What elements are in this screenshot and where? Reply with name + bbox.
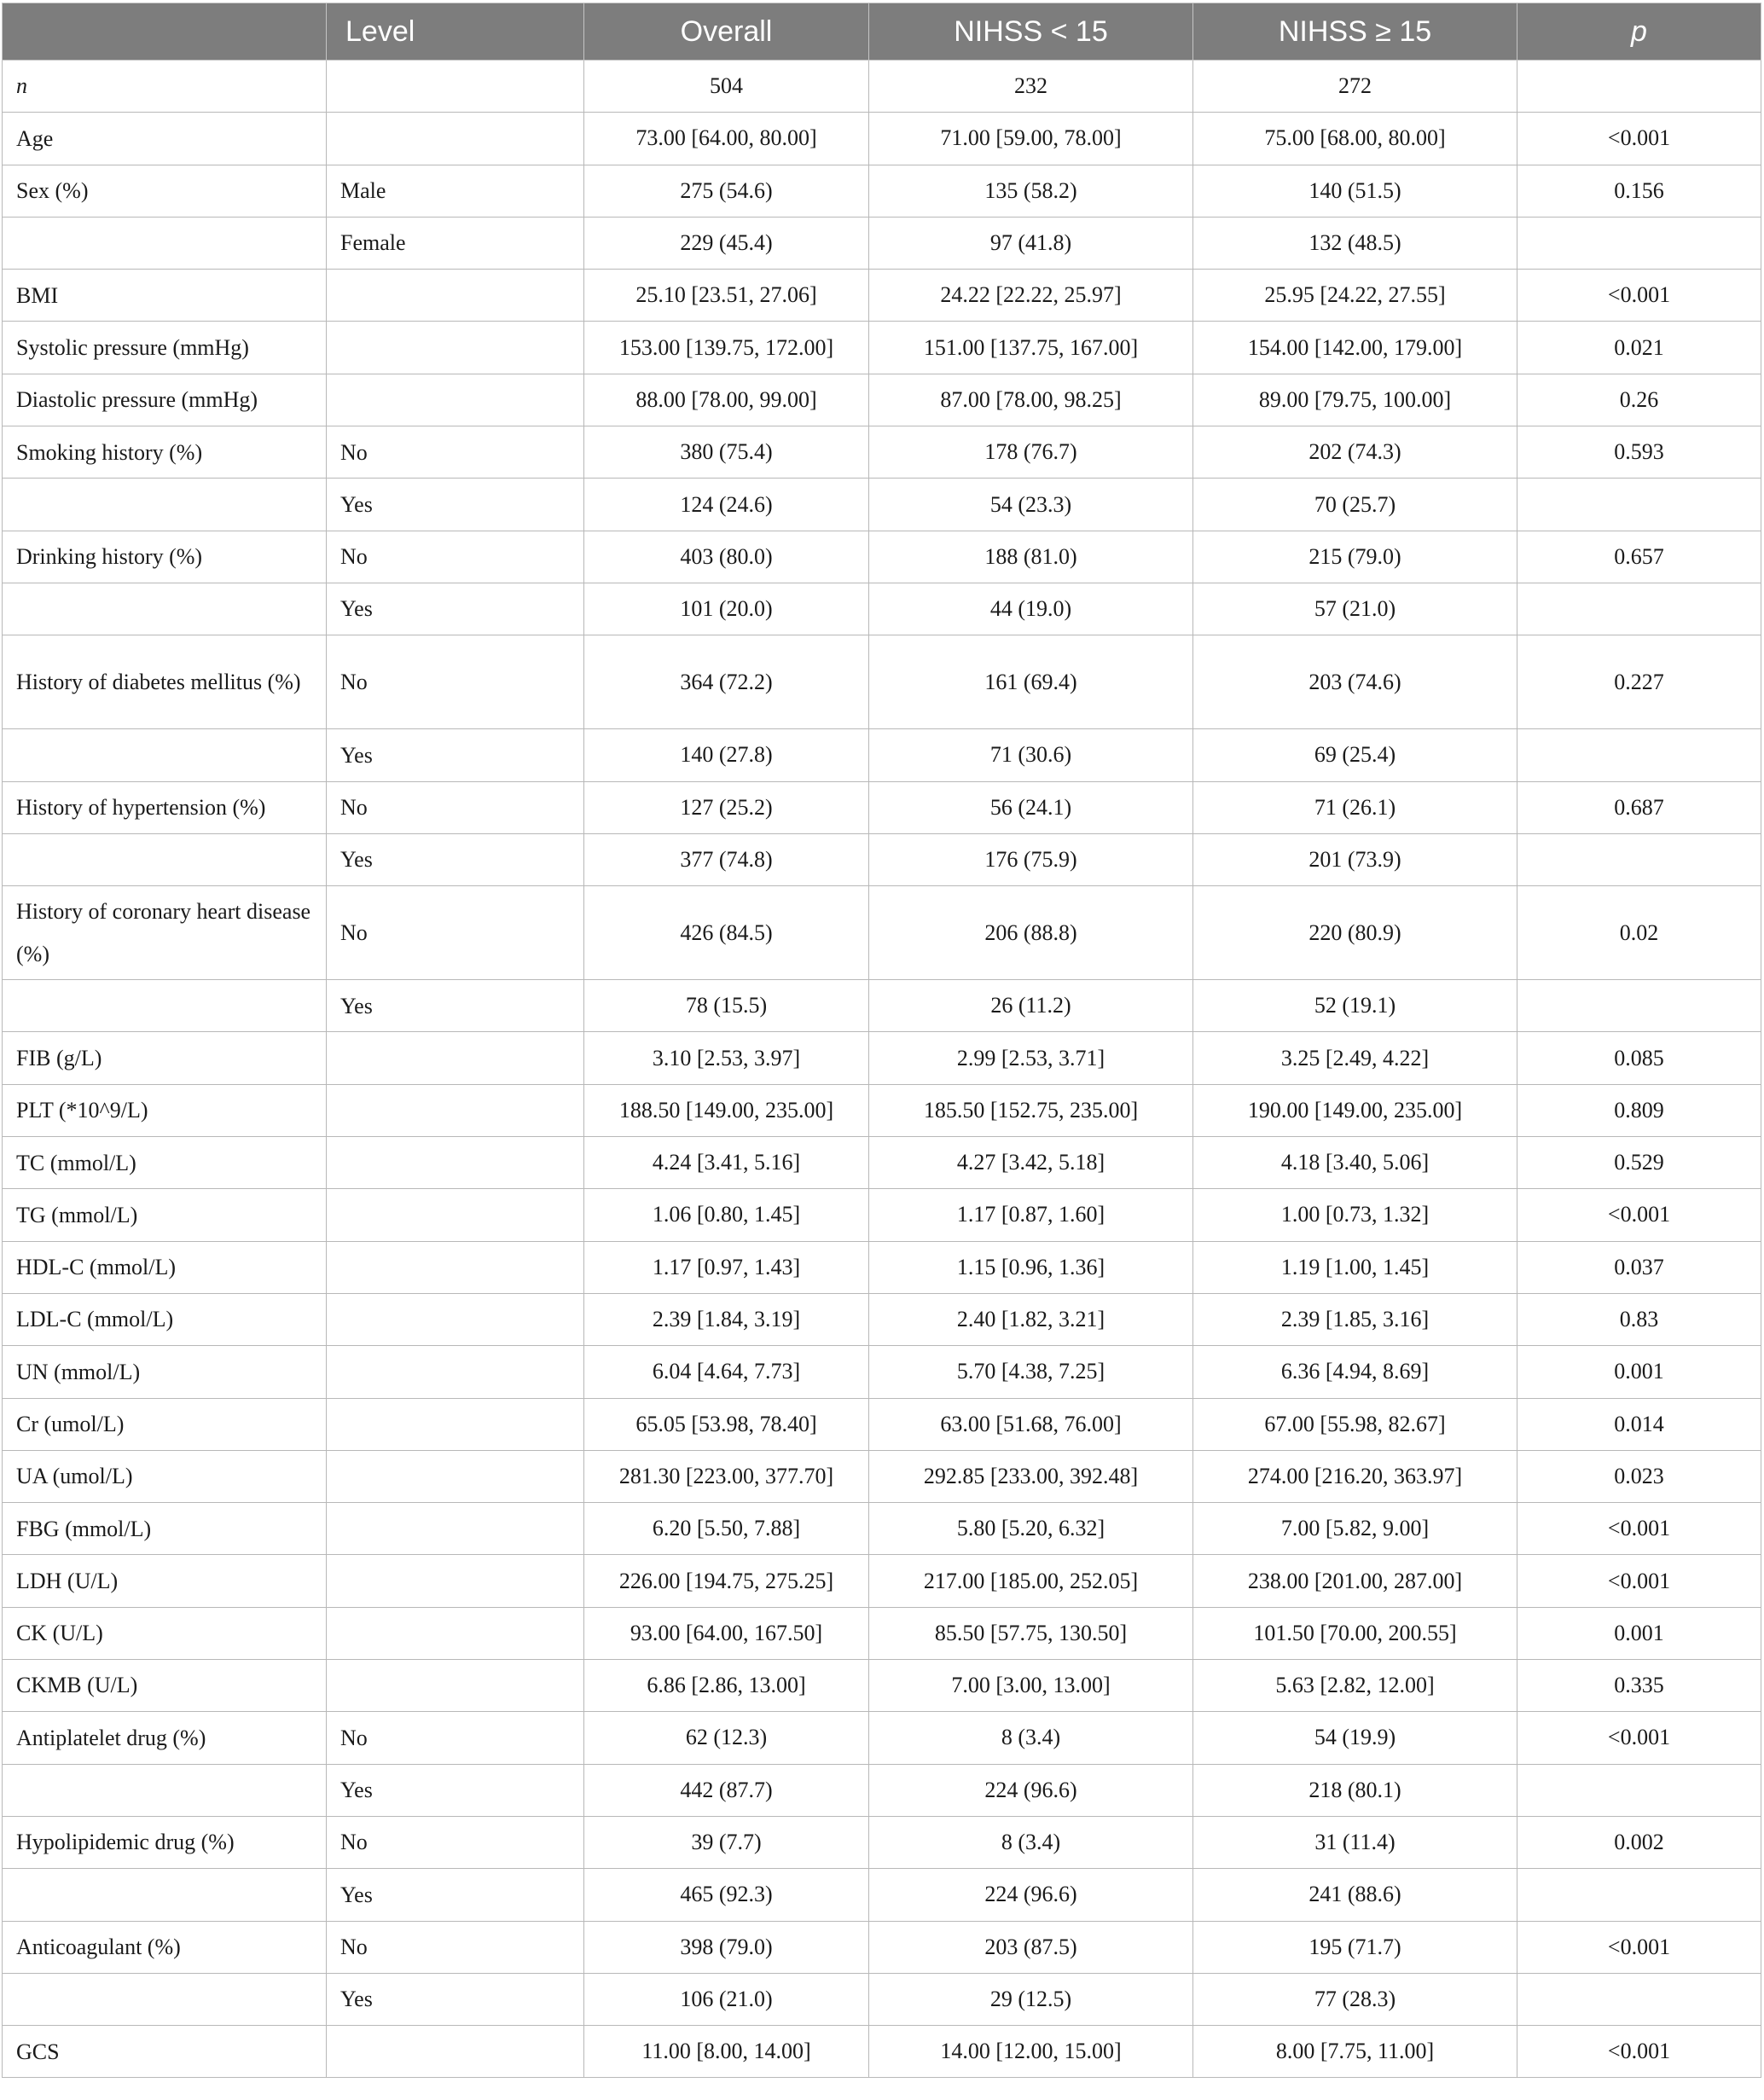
- cell-variable: PLT (*10^9/L): [3, 1084, 327, 1136]
- header-overall: Overall: [584, 3, 869, 61]
- cell-overall: 465 (92.3): [584, 1869, 869, 1921]
- cell-overall: 6.20 [5.50, 7.88]: [584, 1503, 869, 1555]
- table-row: [3, 886, 1761, 980]
- cell-nihss-ge-15: 69 (25.4): [1193, 729, 1517, 781]
- cell-overall: 11.00 [8.00, 14.00]: [584, 2026, 869, 2078]
- cell-variable: [3, 833, 327, 885]
- cell-overall: 106 (21.0): [584, 1973, 869, 2025]
- cell-level: No: [327, 426, 584, 479]
- table-row: [3, 1764, 1761, 1816]
- cell-nihss-ge-15: 201 (73.9): [1193, 833, 1517, 885]
- cell-level: [327, 1607, 584, 1659]
- cell-overall: 25.10 [23.51, 27.06]: [584, 270, 869, 322]
- cell-p-value: <0.001: [1517, 2026, 1761, 2078]
- header-nihss-lt-15: NIHSS < 15: [869, 3, 1193, 61]
- cell-variable: TG (mmol/L): [3, 1189, 327, 1241]
- cell-nihss-lt-15: 1.17 [0.87, 1.60]: [869, 1189, 1193, 1241]
- cell-p-value: [1517, 1869, 1761, 1921]
- cell-overall: 6.04 [4.64, 7.73]: [584, 1346, 869, 1398]
- cell-nihss-lt-15: 71 (30.6): [869, 729, 1193, 781]
- cell-level: [327, 2026, 584, 2078]
- cell-variable: UA (umol/L): [3, 1450, 327, 1502]
- cell-nihss-lt-15: 206 (88.8): [869, 886, 1193, 980]
- cell-nihss-lt-15: 85.50 [57.75, 130.50]: [869, 1607, 1193, 1659]
- cell-variable: [3, 1869, 327, 1921]
- cell-nihss-ge-15: 89.00 [79.75, 100.00]: [1193, 374, 1517, 426]
- cell-p-value: <0.001: [1517, 1503, 1761, 1555]
- cell-p-value: 0.657: [1517, 531, 1761, 583]
- cell-p-value: [1517, 217, 1761, 269]
- cell-nihss-lt-15: 176 (75.9): [869, 833, 1193, 885]
- table-row: [3, 322, 1761, 374]
- cell-p-value: 0.085: [1517, 1032, 1761, 1084]
- cell-level: [327, 1660, 584, 1712]
- cell-nihss-lt-15: 24.22 [22.22, 25.97]: [869, 270, 1193, 322]
- cell-level: [327, 113, 584, 165]
- table-row: [3, 1293, 1761, 1345]
- cell-level: No: [327, 781, 584, 833]
- cell-level: [327, 1555, 584, 1607]
- cell-nihss-lt-15: 185.50 [152.75, 235.00]: [869, 1084, 1193, 1136]
- cell-level: [327, 374, 584, 426]
- cell-level: Male: [327, 165, 584, 217]
- cell-level: Yes: [327, 833, 584, 885]
- cell-variable: Cr (umol/L): [3, 1398, 327, 1450]
- cell-nihss-lt-15: 7.00 [3.00, 13.00]: [869, 1660, 1193, 1712]
- table-row: [3, 270, 1761, 322]
- cell-nihss-ge-15: 203 (74.6): [1193, 635, 1517, 729]
- cell-p-value: 0.26: [1517, 374, 1761, 426]
- cell-nihss-lt-15: 224 (96.6): [869, 1764, 1193, 1816]
- cell-variable: TC (mmol/L): [3, 1137, 327, 1189]
- cell-nihss-ge-15: 140 (51.5): [1193, 165, 1517, 217]
- cell-p-value: <0.001: [1517, 1921, 1761, 1973]
- table-row: [3, 1555, 1761, 1607]
- table-row: [3, 1241, 1761, 1293]
- cell-nihss-lt-15: 232: [869, 61, 1193, 113]
- cell-nihss-ge-15: 4.18 [3.40, 5.06]: [1193, 1137, 1517, 1189]
- cell-p-value: 0.002: [1517, 1816, 1761, 1868]
- baseline-characteristics-table: [2, 3, 1761, 2078]
- table-row: [3, 1503, 1761, 1555]
- table-row: [3, 1398, 1761, 1450]
- cell-variable: HDL-C (mmol/L): [3, 1241, 327, 1293]
- table-row: [3, 583, 1761, 635]
- cell-overall: 442 (87.7): [584, 1764, 869, 1816]
- cell-level: No: [327, 1816, 584, 1868]
- cell-nihss-ge-15: 31 (11.4): [1193, 1816, 1517, 1868]
- cell-nihss-lt-15: 63.00 [51.68, 76.00]: [869, 1398, 1193, 1450]
- table-header: [3, 3, 1761, 61]
- cell-variable: Smoking history (%): [3, 426, 327, 479]
- cell-p-value: <0.001: [1517, 1189, 1761, 1241]
- cell-level: No: [327, 886, 584, 980]
- table-row: [3, 1189, 1761, 1241]
- cell-level: Yes: [327, 1973, 584, 2025]
- cell-overall: 65.05 [53.98, 78.40]: [584, 1398, 869, 1450]
- cell-variable: [3, 1764, 327, 1816]
- cell-nihss-lt-15: 161 (69.4): [869, 635, 1193, 729]
- cell-p-value: [1517, 583, 1761, 635]
- cell-level: [327, 1293, 584, 1345]
- table-row: [3, 426, 1761, 479]
- cell-level: No: [327, 635, 584, 729]
- cell-variable: Systolic pressure (mmHg): [3, 322, 327, 374]
- cell-p-value: <0.001: [1517, 1555, 1761, 1607]
- cell-nihss-lt-15: 151.00 [137.75, 167.00]: [869, 322, 1193, 374]
- cell-level: [327, 1189, 584, 1241]
- cell-level: No: [327, 1921, 584, 1973]
- cell-overall: 364 (72.2): [584, 635, 869, 729]
- cell-nihss-lt-15: 135 (58.2): [869, 165, 1193, 217]
- cell-nihss-lt-15: 2.40 [1.82, 3.21]: [869, 1293, 1193, 1345]
- cell-overall: 93.00 [64.00, 167.50]: [584, 1607, 869, 1659]
- cell-variable: GCS: [3, 2026, 327, 2078]
- cell-nihss-lt-15: 2.99 [2.53, 3.71]: [869, 1032, 1193, 1084]
- table-row: [3, 1816, 1761, 1868]
- cell-nihss-lt-15: 71.00 [59.00, 78.00]: [869, 113, 1193, 165]
- cell-p-value: [1517, 980, 1761, 1032]
- table-row: [3, 1346, 1761, 1398]
- cell-nihss-lt-15: 97 (41.8): [869, 217, 1193, 269]
- cell-p-value: [1517, 479, 1761, 531]
- table-row: [3, 1607, 1761, 1659]
- cell-nihss-lt-15: 8 (3.4): [869, 1712, 1193, 1764]
- cell-nihss-ge-15: 57 (21.0): [1193, 583, 1517, 635]
- cell-nihss-ge-15: 238.00 [201.00, 287.00]: [1193, 1555, 1517, 1607]
- cell-nihss-ge-15: 54 (19.9): [1193, 1712, 1517, 1764]
- cell-variable: BMI: [3, 270, 327, 322]
- cell-p-value: 0.529: [1517, 1137, 1761, 1189]
- table-body: [3, 61, 1761, 2078]
- cell-level: Yes: [327, 583, 584, 635]
- cell-overall: 62 (12.3): [584, 1712, 869, 1764]
- cell-variable: UN (mmol/L): [3, 1346, 327, 1398]
- cell-level: Yes: [327, 1764, 584, 1816]
- cell-p-value: 0.83: [1517, 1293, 1761, 1345]
- cell-nihss-lt-15: 224 (96.6): [869, 1869, 1193, 1921]
- cell-nihss-ge-15: 2.39 [1.85, 3.16]: [1193, 1293, 1517, 1345]
- cell-p-value: [1517, 1973, 1761, 2025]
- cell-variable: CKMB (U/L): [3, 1660, 327, 1712]
- cell-p-value: 0.037: [1517, 1241, 1761, 1293]
- cell-level: [327, 1398, 584, 1450]
- table-row: [3, 2026, 1761, 2078]
- table-row: [3, 1973, 1761, 2025]
- table-row: [3, 1869, 1761, 1921]
- cell-p-value: 0.021: [1517, 322, 1761, 374]
- cell-p-value: 0.001: [1517, 1607, 1761, 1659]
- cell-nihss-lt-15: 54 (23.3): [869, 479, 1193, 531]
- cell-variable: [3, 1973, 327, 2025]
- cell-p-value: 0.593: [1517, 426, 1761, 479]
- cell-overall: 4.24 [3.41, 5.16]: [584, 1137, 869, 1189]
- table-row: [3, 217, 1761, 269]
- cell-p-value: 0.023: [1517, 1450, 1761, 1502]
- cell-nihss-ge-15: 241 (88.6): [1193, 1869, 1517, 1921]
- cell-overall: 88.00 [78.00, 99.00]: [584, 374, 869, 426]
- cell-p-value: 0.02: [1517, 886, 1761, 980]
- cell-p-value: 0.687: [1517, 781, 1761, 833]
- cell-nihss-lt-15: 5.80 [5.20, 6.32]: [869, 1503, 1193, 1555]
- cell-p-value: <0.001: [1517, 1712, 1761, 1764]
- cell-overall: 275 (54.6): [584, 165, 869, 217]
- cell-nihss-lt-15: 8 (3.4): [869, 1816, 1193, 1868]
- cell-variable: History of hypertension (%): [3, 781, 327, 833]
- header-nihss-ge-15: NIHSS ≥ 15: [1193, 3, 1517, 61]
- table-row: [3, 1921, 1761, 1973]
- table-row: [3, 833, 1761, 885]
- cell-variable: [3, 729, 327, 781]
- cell-variable: n: [3, 61, 327, 113]
- cell-p-value: <0.001: [1517, 270, 1761, 322]
- table-row: [3, 1660, 1761, 1712]
- table-row: [3, 635, 1761, 729]
- cell-overall: 226.00 [194.75, 275.25]: [584, 1555, 869, 1607]
- cell-level: No: [327, 1712, 584, 1764]
- cell-variable: [3, 980, 327, 1032]
- cell-variable: LDL-C (mmol/L): [3, 1293, 327, 1345]
- cell-level: No: [327, 531, 584, 583]
- cell-nihss-ge-15: 70 (25.7): [1193, 479, 1517, 531]
- cell-nihss-ge-15: 6.36 [4.94, 8.69]: [1193, 1346, 1517, 1398]
- cell-level: [327, 1450, 584, 1502]
- cell-nihss-ge-15: 202 (74.3): [1193, 426, 1517, 479]
- cell-nihss-ge-15: 8.00 [7.75, 11.00]: [1193, 2026, 1517, 2078]
- cell-level: Yes: [327, 729, 584, 781]
- cell-overall: 426 (84.5): [584, 886, 869, 980]
- cell-nihss-ge-15: 1.19 [1.00, 1.45]: [1193, 1241, 1517, 1293]
- cell-overall: 124 (24.6): [584, 479, 869, 531]
- table-row: [3, 61, 1761, 113]
- cell-variable: Diastolic pressure (mmHg): [3, 374, 327, 426]
- cell-overall: 3.10 [2.53, 3.97]: [584, 1032, 869, 1084]
- cell-nihss-ge-15: 77 (28.3): [1193, 1973, 1517, 2025]
- cell-nihss-lt-15: 56 (24.1): [869, 781, 1193, 833]
- cell-nihss-ge-15: 67.00 [55.98, 82.67]: [1193, 1398, 1517, 1450]
- table-row: [3, 479, 1761, 531]
- cell-nihss-lt-15: 87.00 [78.00, 98.25]: [869, 374, 1193, 426]
- cell-nihss-lt-15: 4.27 [3.42, 5.18]: [869, 1137, 1193, 1189]
- cell-variable: Hypolipidemic drug (%): [3, 1816, 327, 1868]
- cell-level: [327, 1084, 584, 1136]
- cell-overall: 377 (74.8): [584, 833, 869, 885]
- cell-level: [327, 1503, 584, 1555]
- cell-variable: Anticoagulant (%): [3, 1921, 327, 1973]
- cell-variable: FBG (mmol/L): [3, 1503, 327, 1555]
- cell-nihss-lt-15: 14.00 [12.00, 15.00]: [869, 2026, 1193, 2078]
- cell-overall: 229 (45.4): [584, 217, 869, 269]
- table-row: [3, 1712, 1761, 1764]
- cell-variable: FIB (g/L): [3, 1032, 327, 1084]
- cell-p-value: [1517, 1764, 1761, 1816]
- cell-nihss-ge-15: 274.00 [216.20, 363.97]: [1193, 1450, 1517, 1502]
- table-row: [3, 1084, 1761, 1136]
- cell-level: Yes: [327, 1869, 584, 1921]
- cell-level: [327, 1032, 584, 1084]
- cell-variable: Drinking history (%): [3, 531, 327, 583]
- cell-p-value: 0.809: [1517, 1084, 1761, 1136]
- cell-nihss-ge-15: 220 (80.9): [1193, 886, 1517, 980]
- table-row: [3, 980, 1761, 1032]
- cell-variable: Age: [3, 113, 327, 165]
- table-row: [3, 1450, 1761, 1502]
- header-p-value: p: [1517, 3, 1761, 61]
- table-row: [3, 729, 1761, 781]
- cell-level: [327, 270, 584, 322]
- table-row: [3, 531, 1761, 583]
- cell-p-value: 0.335: [1517, 1660, 1761, 1712]
- header-level: Level: [327, 3, 584, 61]
- cell-variable: History of diabetes mellitus (%): [3, 635, 327, 729]
- cell-nihss-ge-15: 1.00 [0.73, 1.32]: [1193, 1189, 1517, 1241]
- cell-overall: 398 (79.0): [584, 1921, 869, 1973]
- cell-nihss-ge-15: 101.50 [70.00, 200.55]: [1193, 1607, 1517, 1659]
- cell-nihss-lt-15: 178 (76.7): [869, 426, 1193, 479]
- cell-nihss-ge-15: 215 (79.0): [1193, 531, 1517, 583]
- cell-overall: 78 (15.5): [584, 980, 869, 1032]
- cell-nihss-lt-15: 188 (81.0): [869, 531, 1193, 583]
- header-row: [3, 3, 1761, 61]
- cell-variable: Antiplatelet drug (%): [3, 1712, 327, 1764]
- cell-level: [327, 1137, 584, 1189]
- cell-level: [327, 61, 584, 113]
- cell-level: [327, 1241, 584, 1293]
- cell-p-value: 0.156: [1517, 165, 1761, 217]
- cell-variable: [3, 217, 327, 269]
- cell-nihss-ge-15: 190.00 [149.00, 235.00]: [1193, 1084, 1517, 1136]
- cell-nihss-ge-15: 154.00 [142.00, 179.00]: [1193, 322, 1517, 374]
- cell-overall: 281.30 [223.00, 377.70]: [584, 1450, 869, 1502]
- cell-overall: 403 (80.0): [584, 531, 869, 583]
- cell-overall: 1.17 [0.97, 1.43]: [584, 1241, 869, 1293]
- header-variable: [3, 3, 327, 61]
- cell-p-value: 0.014: [1517, 1398, 1761, 1450]
- cell-overall: 101 (20.0): [584, 583, 869, 635]
- cell-overall: 153.00 [139.75, 172.00]: [584, 322, 869, 374]
- cell-p-value: [1517, 729, 1761, 781]
- cell-variable: History of coronary heart disease (%): [3, 886, 327, 980]
- cell-overall: 1.06 [0.80, 1.45]: [584, 1189, 869, 1241]
- cell-p-value: [1517, 833, 1761, 885]
- cell-nihss-ge-15: 52 (19.1): [1193, 980, 1517, 1032]
- cell-variable: LDH (U/L): [3, 1555, 327, 1607]
- cell-level: Yes: [327, 479, 584, 531]
- cell-overall: 39 (7.7): [584, 1816, 869, 1868]
- cell-level: Yes: [327, 980, 584, 1032]
- cell-level: [327, 1346, 584, 1398]
- cell-p-value: [1517, 61, 1761, 113]
- cell-variable: [3, 479, 327, 531]
- cell-overall: 188.50 [149.00, 235.00]: [584, 1084, 869, 1136]
- table-row: [3, 374, 1761, 426]
- cell-nihss-ge-15: 25.95 [24.22, 27.55]: [1193, 270, 1517, 322]
- cell-nihss-lt-15: 1.15 [0.96, 1.36]: [869, 1241, 1193, 1293]
- cell-nihss-lt-15: 217.00 [185.00, 252.05]: [869, 1555, 1193, 1607]
- cell-nihss-ge-15: 3.25 [2.49, 4.22]: [1193, 1032, 1517, 1084]
- cell-nihss-ge-15: 5.63 [2.82, 12.00]: [1193, 1660, 1517, 1712]
- cell-nihss-ge-15: 75.00 [68.00, 80.00]: [1193, 113, 1517, 165]
- cell-overall: 2.39 [1.84, 3.19]: [584, 1293, 869, 1345]
- cell-nihss-lt-15: 5.70 [4.38, 7.25]: [869, 1346, 1193, 1398]
- cell-nihss-lt-15: 26 (11.2): [869, 980, 1193, 1032]
- cell-p-value: 0.001: [1517, 1346, 1761, 1398]
- cell-overall: 140 (27.8): [584, 729, 869, 781]
- cell-variable: CK (U/L): [3, 1607, 327, 1659]
- cell-nihss-lt-15: 203 (87.5): [869, 1921, 1193, 1973]
- cell-overall: 380 (75.4): [584, 426, 869, 479]
- cell-p-value: 0.227: [1517, 635, 1761, 729]
- cell-overall: 6.86 [2.86, 13.00]: [584, 1660, 869, 1712]
- cell-overall: 127 (25.2): [584, 781, 869, 833]
- cell-nihss-lt-15: 44 (19.0): [869, 583, 1193, 635]
- cell-overall: 504: [584, 61, 869, 113]
- table-row: [3, 1137, 1761, 1189]
- cell-nihss-lt-15: 29 (12.5): [869, 1973, 1193, 2025]
- cell-nihss-ge-15: 132 (48.5): [1193, 217, 1517, 269]
- cell-variable: Sex (%): [3, 165, 327, 217]
- table-row: [3, 165, 1761, 217]
- table-row: [3, 113, 1761, 165]
- cell-level: [327, 322, 584, 374]
- cell-level: Female: [327, 217, 584, 269]
- cell-variable: [3, 583, 327, 635]
- cell-nihss-ge-15: 71 (26.1): [1193, 781, 1517, 833]
- cell-p-value: <0.001: [1517, 113, 1761, 165]
- cell-nihss-ge-15: 218 (80.1): [1193, 1764, 1517, 1816]
- table-row: [3, 1032, 1761, 1084]
- cell-nihss-ge-15: 272: [1193, 61, 1517, 113]
- table-row: [3, 781, 1761, 833]
- cell-nihss-ge-15: 7.00 [5.82, 9.00]: [1193, 1503, 1517, 1555]
- cell-nihss-ge-15: 195 (71.7): [1193, 1921, 1517, 1973]
- cell-nihss-lt-15: 292.85 [233.00, 392.48]: [869, 1450, 1193, 1502]
- cell-overall: 73.00 [64.00, 80.00]: [584, 113, 869, 165]
